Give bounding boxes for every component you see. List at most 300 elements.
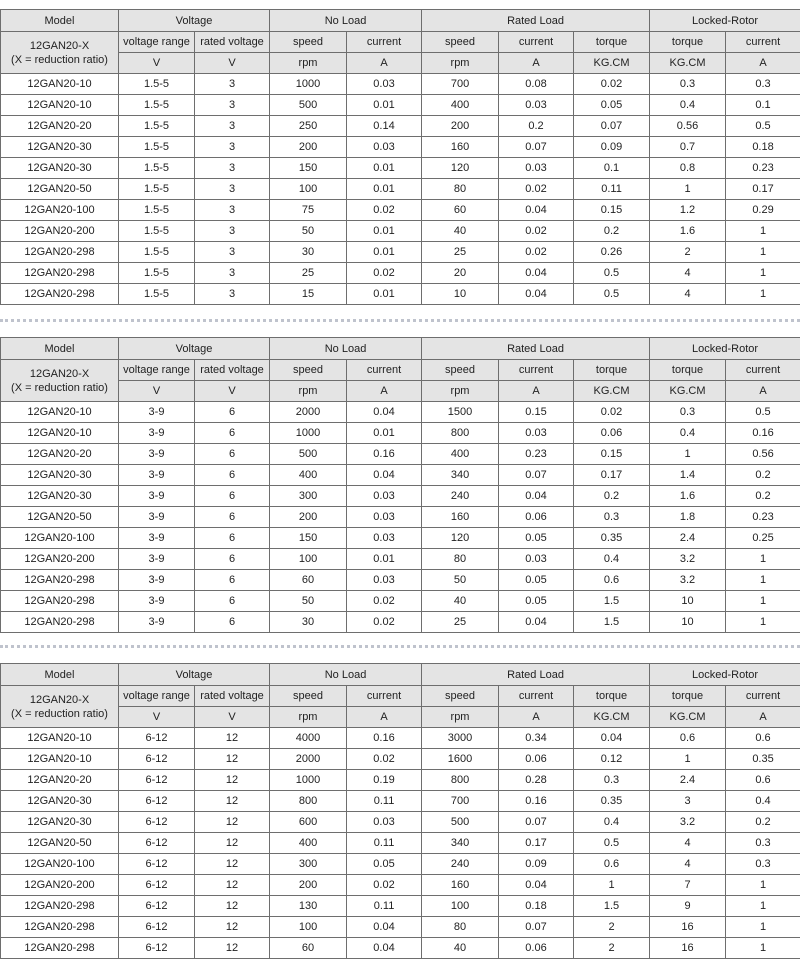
- rated-speed-cell: 50: [422, 570, 499, 591]
- locked-torque-cell: 1.2: [650, 200, 726, 221]
- rated-voltage-cell: 3: [195, 95, 270, 116]
- model-header: Model: [1, 664, 119, 686]
- locked-torque-cell: 0.8: [650, 158, 726, 179]
- rated-torque-cell: 0.07: [574, 116, 650, 137]
- model-cell: 12GAN20-10: [1, 423, 119, 444]
- rated-torque-cell: 0.5: [574, 263, 650, 284]
- rated-speed-cell: 340: [422, 465, 499, 486]
- reduction-ratio-note: (X = reduction ratio): [11, 53, 108, 66]
- locked-current-cell: 0.18: [726, 137, 800, 158]
- table-row: [1, 179, 800, 200]
- table-row: [1, 570, 800, 591]
- no-load-speed-header: speed: [270, 32, 347, 53]
- locked-torque-header: torque: [650, 32, 726, 53]
- rated-speed-cell: 40: [422, 938, 499, 959]
- voltage-range-cell: 1.5-5: [119, 263, 195, 284]
- rated-torque-cell: 0.12: [574, 749, 650, 770]
- table-row: [1, 770, 800, 791]
- rated-voltage-cell: 12: [195, 875, 270, 896]
- rated-torque-cell: 0.2: [574, 221, 650, 242]
- no-load-header: No Load: [270, 338, 422, 360]
- rated-torque-cell: 0.6: [574, 854, 650, 875]
- dotted-separator: [0, 645, 800, 648]
- rated-voltage-cell: 12: [195, 812, 270, 833]
- no-load-speed-cell: 30: [270, 242, 347, 263]
- voltage-range-cell: 6-12: [119, 854, 195, 875]
- rated-torque-cell: 0.15: [574, 444, 650, 465]
- rated-torque-cell: 0.3: [574, 770, 650, 791]
- reduction-ratio-note: (X = reduction ratio): [11, 707, 108, 720]
- model-cell: 12GAN20-298: [1, 612, 119, 633]
- unit-cell: KG.CM: [650, 707, 726, 728]
- unit-cell: V: [119, 53, 195, 74]
- locked-torque-cell: 2: [650, 242, 726, 263]
- model-cell: 12GAN20-10: [1, 402, 119, 423]
- rated-current-cell: 0.03: [499, 158, 574, 179]
- no-load-speed-cell: 100: [270, 549, 347, 570]
- rated-voltage-cell: 6: [195, 549, 270, 570]
- rated-voltage-cell: 12: [195, 770, 270, 791]
- rated-torque-header: torque: [574, 686, 650, 707]
- voltage-range-cell: 3-9: [119, 465, 195, 486]
- no-load-speed-cell: 400: [270, 833, 347, 854]
- no-load-speed-cell: 800: [270, 791, 347, 812]
- model-x-label: 12GAN20-X: [29, 693, 90, 706]
- rated-torque-cell: 0.35: [574, 528, 650, 549]
- locked-current-cell: 0.2: [726, 486, 800, 507]
- rated-current-header: current: [499, 686, 574, 707]
- unit-cell: V: [119, 381, 195, 402]
- rated-current-cell: 0.2: [499, 116, 574, 137]
- no-load-current-cell: 0.04: [347, 402, 422, 423]
- rated-current-cell: 0.04: [499, 284, 574, 305]
- rated-current-cell: 0.15: [499, 402, 574, 423]
- no-load-speed-cell: 500: [270, 444, 347, 465]
- rated-voltage-cell: 6: [195, 612, 270, 633]
- rated-current-cell: 0.03: [499, 423, 574, 444]
- column-header-row: [1, 686, 800, 707]
- locked-torque-cell: 16: [650, 938, 726, 959]
- model-x-label: 12GAN20-X: [29, 367, 90, 380]
- no-load-current-cell: 0.01: [347, 284, 422, 305]
- rated-current-cell: 0.04: [499, 200, 574, 221]
- unit-cell: KG.CM: [574, 707, 650, 728]
- rated-current-cell: 0.06: [499, 507, 574, 528]
- voltage-range-cell: 3-9: [119, 402, 195, 423]
- model-cell: 12GAN20-30: [1, 137, 119, 158]
- rated-torque-cell: 0.4: [574, 549, 650, 570]
- rated-torque-cell: 0.4: [574, 812, 650, 833]
- rated-speed-cell: 40: [422, 591, 499, 612]
- unit-row: [1, 707, 800, 728]
- locked-current-cell: 0.5: [726, 116, 800, 137]
- rated-speed-cell: 80: [422, 549, 499, 570]
- rated-speed-cell: 200: [422, 116, 499, 137]
- rated-voltage-cell: 6: [195, 528, 270, 549]
- unit-cell: rpm: [422, 707, 499, 728]
- rated-speed-cell: 700: [422, 791, 499, 812]
- rated-current-cell: 0.05: [499, 591, 574, 612]
- no-load-current-cell: 0.11: [347, 791, 422, 812]
- model-cell: 12GAN20-20: [1, 116, 119, 137]
- locked-current-cell: 0.35: [726, 749, 800, 770]
- model-cell: 12GAN20-200: [1, 221, 119, 242]
- locked-current-cell: 1: [726, 591, 800, 612]
- locked-current-cell: 0.6: [726, 770, 800, 791]
- no-load-speed-cell: 200: [270, 875, 347, 896]
- rated-speed-cell: 400: [422, 95, 499, 116]
- no-load-speed-cell: 100: [270, 917, 347, 938]
- voltage-range-cell: 6-12: [119, 728, 195, 749]
- voltage-range-cell: 1.5-5: [119, 242, 195, 263]
- rated-speed-cell: 120: [422, 158, 499, 179]
- rated-current-cell: 0.06: [499, 938, 574, 959]
- rated-torque-cell: 0.1: [574, 158, 650, 179]
- locked-torque-cell: 1: [650, 179, 726, 200]
- locked-torque-cell: 0.4: [650, 423, 726, 444]
- unit-cell: KG.CM: [650, 381, 726, 402]
- unit-cell: rpm: [422, 53, 499, 74]
- voltage-range-cell: 1.5-5: [119, 158, 195, 179]
- rated-voltage-cell: 12: [195, 917, 270, 938]
- locked-current-cell: 1: [726, 896, 800, 917]
- locked-current-cell: 1: [726, 570, 800, 591]
- rated-current-cell: 0.05: [499, 570, 574, 591]
- spec-table-1: [0, 9, 800, 305]
- rated-speed-cell: 400: [422, 444, 499, 465]
- table-row: [1, 833, 800, 854]
- unit-cell: rpm: [270, 53, 347, 74]
- rated-speed-cell: 25: [422, 242, 499, 263]
- no-load-current-cell: 0.02: [347, 612, 422, 633]
- unit-cell: KG.CM: [650, 53, 726, 74]
- model-cell: 12GAN20-50: [1, 179, 119, 200]
- table-row: [1, 486, 800, 507]
- voltage-range-cell: 3-9: [119, 570, 195, 591]
- no-load-speed-cell: 250: [270, 116, 347, 137]
- no-load-current-cell: 0.01: [347, 95, 422, 116]
- column-header-row: [1, 32, 800, 53]
- rated-current-cell: 0.07: [499, 917, 574, 938]
- voltage-range-cell: 6-12: [119, 875, 195, 896]
- rated-speed-cell: 700: [422, 74, 499, 95]
- no-load-current-cell: 0.14: [347, 116, 422, 137]
- table-row: [1, 284, 800, 305]
- locked-current-cell: 0.1: [726, 95, 800, 116]
- voltage-range-cell: 1.5-5: [119, 95, 195, 116]
- locked-current-cell: 0.3: [726, 833, 800, 854]
- table-row: [1, 423, 800, 444]
- unit-cell: A: [499, 707, 574, 728]
- voltage-range-cell: 3-9: [119, 444, 195, 465]
- locked-torque-cell: 3: [650, 791, 726, 812]
- dotted-separator: [0, 319, 800, 322]
- locked-torque-cell: 7: [650, 875, 726, 896]
- unit-cell: rpm: [270, 381, 347, 402]
- table-row: [1, 812, 800, 833]
- locked-torque-cell: 0.6: [650, 728, 726, 749]
- rated-current-cell: 0.17: [499, 833, 574, 854]
- table-row: [1, 528, 800, 549]
- rated-current-cell: 0.03: [499, 549, 574, 570]
- no-load-current-cell: 0.02: [347, 591, 422, 612]
- locked-torque-cell: 2.4: [650, 528, 726, 549]
- locked-torque-cell: 10: [650, 591, 726, 612]
- locked-torque-cell: 3.2: [650, 549, 726, 570]
- no-load-current-cell: 0.04: [347, 938, 422, 959]
- rated-speed-cell: 240: [422, 486, 499, 507]
- unit-cell: V: [119, 707, 195, 728]
- rated-voltage-cell: 6: [195, 486, 270, 507]
- locked-torque-cell: 1: [650, 444, 726, 465]
- model-cell: 12GAN20-298: [1, 263, 119, 284]
- rated-voltage-cell: 12: [195, 791, 270, 812]
- locked-current-cell: 1: [726, 917, 800, 938]
- model-cell: 12GAN20-30: [1, 465, 119, 486]
- rated-voltage-header: rated voltage: [195, 686, 270, 707]
- rated-voltage-cell: 3: [195, 263, 270, 284]
- rated-torque-cell: 0.2: [574, 486, 650, 507]
- locked-current-cell: 1: [726, 263, 800, 284]
- unit-cell: V: [195, 381, 270, 402]
- model-cell: 12GAN20-298: [1, 896, 119, 917]
- locked-torque-cell: 16: [650, 917, 726, 938]
- rated-current-cell: 0.02: [499, 221, 574, 242]
- unit-cell: KG.CM: [574, 381, 650, 402]
- rated-speed-cell: 160: [422, 875, 499, 896]
- voltage-range-cell: 3-9: [119, 549, 195, 570]
- voltage-range-cell: 3-9: [119, 423, 195, 444]
- rated-torque-cell: 0.06: [574, 423, 650, 444]
- locked-current-cell: 0.3: [726, 74, 800, 95]
- no-load-current-cell: 0.19: [347, 770, 422, 791]
- voltage-range-cell: 1.5-5: [119, 116, 195, 137]
- table-row: [1, 938, 800, 959]
- no-load-speed-cell: 150: [270, 158, 347, 179]
- locked-current-cell: 0.6: [726, 728, 800, 749]
- voltage-header: Voltage: [119, 10, 270, 32]
- reduction-ratio-note: (X = reduction ratio): [11, 381, 108, 394]
- voltage-range-cell: 6-12: [119, 749, 195, 770]
- rated-speed-cell: 25: [422, 612, 499, 633]
- model-cell: 12GAN20-298: [1, 242, 119, 263]
- no-load-current-cell: 0.05: [347, 854, 422, 875]
- group-header-row: [1, 338, 800, 360]
- model-cell: 12GAN20-10: [1, 74, 119, 95]
- no-load-speed-cell: 75: [270, 200, 347, 221]
- rated-torque-cell: 0.05: [574, 95, 650, 116]
- rated-current-cell: 0.07: [499, 137, 574, 158]
- locked-current-cell: 0.16: [726, 423, 800, 444]
- no-load-speed-cell: 30: [270, 612, 347, 633]
- locked-torque-cell: 9: [650, 896, 726, 917]
- no-load-speed-cell: 2000: [270, 402, 347, 423]
- voltage-range-cell: 6-12: [119, 896, 195, 917]
- rated-torque-cell: 0.02: [574, 74, 650, 95]
- locked-current-cell: 1: [726, 612, 800, 633]
- voltage-range-cell: 3-9: [119, 528, 195, 549]
- no-load-speed-cell: 150: [270, 528, 347, 549]
- voltage-range-header: voltage range: [119, 686, 195, 707]
- no-load-current-cell: 0.11: [347, 896, 422, 917]
- no-load-current-cell: 0.16: [347, 444, 422, 465]
- locked-torque-cell: 1.8: [650, 507, 726, 528]
- table-row: [1, 875, 800, 896]
- rated-voltage-cell: 6: [195, 591, 270, 612]
- voltage-range-cell: 1.5-5: [119, 284, 195, 305]
- no-load-current-header: current: [347, 686, 422, 707]
- table-row: [1, 95, 800, 116]
- table-row: [1, 200, 800, 221]
- locked-torque-cell: 2.4: [650, 770, 726, 791]
- model-x-label: 12GAN20-X: [29, 39, 90, 52]
- rated-torque-cell: 0.5: [574, 284, 650, 305]
- rated-speed-cell: 1500: [422, 402, 499, 423]
- model-x-header: [1, 360, 119, 402]
- voltage-range-cell: 1.5-5: [119, 137, 195, 158]
- model-cell: 12GAN20-298: [1, 938, 119, 959]
- table-row: [1, 591, 800, 612]
- rated-voltage-cell: 3: [195, 137, 270, 158]
- rated-voltage-cell: 6: [195, 507, 270, 528]
- locked-current-cell: 1: [726, 242, 800, 263]
- model-cell: 12GAN20-50: [1, 507, 119, 528]
- model-cell: 12GAN20-100: [1, 528, 119, 549]
- rated-voltage-cell: 3: [195, 116, 270, 137]
- table-row: [1, 465, 800, 486]
- rated-speed-cell: 80: [422, 179, 499, 200]
- rated-speed-cell: 800: [422, 770, 499, 791]
- model-cell: 12GAN20-30: [1, 486, 119, 507]
- locked-current-cell: 1: [726, 549, 800, 570]
- rated-torque-cell: 0.09: [574, 137, 650, 158]
- locked-current-cell: 0.23: [726, 158, 800, 179]
- locked-rotor-header: Locked-Rotor: [650, 338, 800, 360]
- no-load-header: No Load: [270, 10, 422, 32]
- voltage-range-cell: 6-12: [119, 770, 195, 791]
- locked-torque-cell: 0.3: [650, 402, 726, 423]
- unit-cell: V: [195, 707, 270, 728]
- model-cell: 12GAN20-100: [1, 200, 119, 221]
- no-load-current-cell: 0.02: [347, 749, 422, 770]
- no-load-speed-cell: 600: [270, 812, 347, 833]
- locked-current-cell: 0.4: [726, 791, 800, 812]
- no-load-speed-cell: 400: [270, 465, 347, 486]
- rated-torque-cell: 0.26: [574, 242, 650, 263]
- model-cell: 12GAN20-10: [1, 749, 119, 770]
- no-load-current-cell: 0.03: [347, 507, 422, 528]
- rated-torque-cell: 0.35: [574, 791, 650, 812]
- rated-current-cell: 0.04: [499, 263, 574, 284]
- model-cell: 12GAN20-10: [1, 95, 119, 116]
- rated-current-cell: 0.02: [499, 179, 574, 200]
- locked-torque-cell: 10: [650, 612, 726, 633]
- locked-torque-cell: 0.56: [650, 116, 726, 137]
- model-header: Model: [1, 338, 119, 360]
- rated-current-cell: 0.28: [499, 770, 574, 791]
- no-load-current-cell: 0.04: [347, 917, 422, 938]
- rated-torque-cell: 0.3: [574, 507, 650, 528]
- no-load-header: No Load: [270, 664, 422, 686]
- unit-cell: A: [347, 53, 422, 74]
- unit-cell: A: [499, 381, 574, 402]
- voltage-range-cell: 1.5-5: [119, 200, 195, 221]
- no-load-current-cell: 0.01: [347, 158, 422, 179]
- locked-current-header: current: [726, 360, 800, 381]
- rated-voltage-cell: 12: [195, 749, 270, 770]
- rated-speed-cell: 160: [422, 137, 499, 158]
- unit-row: [1, 53, 800, 74]
- rated-voltage-cell: 3: [195, 179, 270, 200]
- rated-voltage-cell: 3: [195, 200, 270, 221]
- unit-cell: A: [347, 381, 422, 402]
- no-load-speed-cell: 1000: [270, 74, 347, 95]
- rated-torque-cell: 2: [574, 938, 650, 959]
- no-load-current-cell: 0.03: [347, 812, 422, 833]
- rated-voltage-cell: 6: [195, 465, 270, 486]
- rated-current-cell: 0.02: [499, 242, 574, 263]
- voltage-range-cell: 6-12: [119, 917, 195, 938]
- rated-voltage-cell: 3: [195, 242, 270, 263]
- rated-torque-cell: 0.15: [574, 200, 650, 221]
- rated-torque-cell: 0.04: [574, 728, 650, 749]
- locked-current-cell: 0.56: [726, 444, 800, 465]
- rated-voltage-cell: 6: [195, 444, 270, 465]
- locked-torque-header: torque: [650, 360, 726, 381]
- rated-voltage-cell: 12: [195, 728, 270, 749]
- locked-current-cell: 0.17: [726, 179, 800, 200]
- model-cell: 12GAN20-298: [1, 591, 119, 612]
- voltage-range-cell: 6-12: [119, 791, 195, 812]
- rated-voltage-cell: 3: [195, 158, 270, 179]
- no-load-current-cell: 0.01: [347, 242, 422, 263]
- rated-torque-cell: 2: [574, 917, 650, 938]
- rated-current-cell: 0.04: [499, 875, 574, 896]
- table-row: [1, 158, 800, 179]
- no-load-current-cell: 0.02: [347, 875, 422, 896]
- rated-speed-cell: 40: [422, 221, 499, 242]
- no-load-speed-cell: 60: [270, 570, 347, 591]
- model-cell: 12GAN20-298: [1, 570, 119, 591]
- locked-torque-cell: 1: [650, 749, 726, 770]
- rated-current-cell: 0.06: [499, 749, 574, 770]
- no-load-speed-cell: 50: [270, 591, 347, 612]
- rated-current-cell: 0.16: [499, 791, 574, 812]
- no-load-speed-cell: 2000: [270, 749, 347, 770]
- no-load-speed-cell: 500: [270, 95, 347, 116]
- rated-torque-header: torque: [574, 32, 650, 53]
- rated-voltage-cell: 3: [195, 284, 270, 305]
- voltage-range-header: voltage range: [119, 32, 195, 53]
- locked-current-header: current: [726, 32, 800, 53]
- rated-load-header: Rated Load: [422, 664, 650, 686]
- rated-current-cell: 0.23: [499, 444, 574, 465]
- locked-current-cell: 0.25: [726, 528, 800, 549]
- no-load-speed-header: speed: [270, 686, 347, 707]
- rated-speed-header: speed: [422, 360, 499, 381]
- no-load-speed-cell: 100: [270, 179, 347, 200]
- table-row: [1, 728, 800, 749]
- no-load-current-cell: 0.04: [347, 465, 422, 486]
- no-load-speed-cell: 300: [270, 486, 347, 507]
- rated-speed-cell: 100: [422, 896, 499, 917]
- model-cell: 12GAN20-30: [1, 791, 119, 812]
- locked-torque-cell: 3.2: [650, 812, 726, 833]
- group-header-row: [1, 10, 800, 32]
- locked-torque-cell: 1.4: [650, 465, 726, 486]
- column-header-row: [1, 360, 800, 381]
- unit-row: [1, 381, 800, 402]
